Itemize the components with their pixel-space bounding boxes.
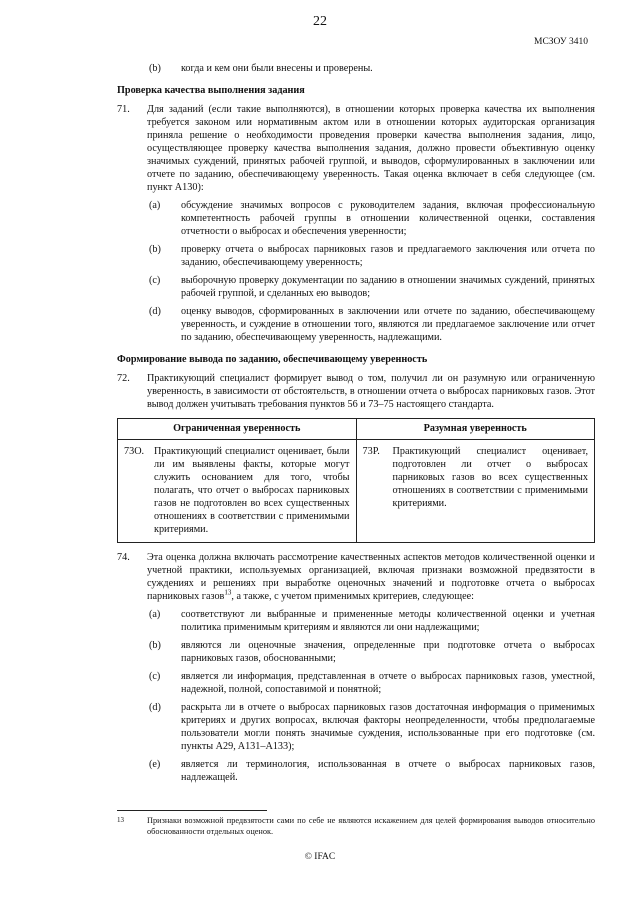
table-cell-limited: [118, 440, 357, 543]
paragraph-text: Практикующий специалист формирует вывод о том, получил ли он разумную или ограниченную уверенность, в зависимости от обстоятельств, в отношении отчета о выбросах парниковых газов. Этот вывод должен учитывать требования пунктов 56 и 73–75 настоящего стандарта.: [147, 373, 595, 410]
paragraph-number: 73P.: [362, 446, 380, 457]
table-cell-reasonable: [356, 440, 595, 543]
item-label: (c): [149, 671, 161, 682]
paragraph-number: 71.: [117, 104, 130, 115]
item-label: (b): [149, 244, 161, 255]
footnote: [117, 815, 595, 837]
item-label: (b): [149, 63, 161, 74]
table-header-row: [118, 419, 595, 440]
paragraph-text: Эта оценка должна включать рассмотрение качественных аспектов методов количественной оценки и учетной практики, используемых организацией, включая признаки возможной предвзятости в суждениях и решениях при выработке оценочных значений и подготовке отчета о выбросах парниковых газов: [147, 552, 595, 602]
page-number: 22: [313, 14, 327, 29]
list-item: [117, 62, 595, 75]
item-label: (c): [149, 275, 161, 286]
paragraph-text: Практикующий специалист оценивает, были ли им выявлены факты, которые могут служить основанием для того, чтобы полагать, что отчет о выбросах парниковых газов не подготовлен во всех существенных отношениях в соответствии с применимыми критериями.: [154, 446, 350, 535]
item-label: (a): [149, 200, 161, 211]
list-item: [117, 608, 595, 634]
item-text: выборочную проверку документации по заданию в отношении значимых суждений, принятых рабочей группой, и сделанных ею выводов;: [181, 275, 595, 299]
paragraph-number: 73O.: [124, 446, 145, 457]
item-text: когда и кем они были внесены и проверены.: [181, 63, 373, 74]
item-text: является ли информация, представленная в отчете о выбросах парниковых газов, уместной, надежной, полной, сопоставимой и понятной;: [181, 671, 595, 695]
paragraph-text: Для заданий (если такие выполняются), в отношении которых проверка качества их выполнения требуется законом или нормативным актом или в отношении которых аудиторская организация приняла решение о необходимости проведения проверки качества выполнения задания, лицо, осуществляющее проверку качества выполнения задания, должно провести объективную оценку значимых суждений, принятых рабочей группой, и выводов, сформулированных в заключении или отчете по заданию, обеспечивающему уверенность. Такая оценка включает в себя следующее (см. пункт A130):: [147, 104, 595, 193]
paragraph-number: 74.: [117, 552, 130, 563]
item-text: оценку выводов, сформированных в заключении или отчете по заданию, обеспечивающему уверенность, и суждение в отношении того, являются ли предлагаемое заключение или отчет по заданию, обеспечивающему уверенность, надлежащими.: [181, 306, 595, 343]
item-text: соответствуют ли выбранные и примененные методы количественной оценки и учетная политика применимым критериям и являются ли они надлежащими;: [181, 609, 595, 633]
list-item: [117, 639, 595, 665]
document-code: МСЗОУ 3410: [534, 37, 588, 47]
list-item: [117, 758, 595, 784]
table-row: [118, 440, 595, 543]
list-item: [117, 701, 595, 753]
list-item: [117, 199, 595, 238]
item-text: раскрыта ли в отчете о выбросах парниковых газов достаточная информация о применимых критериях и других вопросах, включая факторы неопределенности, чтобы предполагаемые пользователи могли понять значимые суждения, использованные при его подготовке (см. пункты A29, A131–A133);: [181, 702, 595, 752]
item-label: (a): [149, 609, 161, 620]
page-content: [117, 62, 595, 789]
list-item: [117, 274, 595, 300]
paragraph-71: [117, 103, 595, 194]
copyright-footer: © IFAC: [304, 852, 336, 862]
paragraph-72: [117, 372, 595, 411]
section-heading-quality-review: Проверка качества выполнения задания: [117, 85, 305, 96]
item-label: (d): [149, 306, 161, 317]
footnote-number: 13: [117, 816, 124, 824]
paragraph-74: [117, 551, 595, 603]
item-label: (e): [149, 759, 161, 770]
paragraph-text: Практикующий специалист оценивает, подготовлен ли отчет о выбросах парниковых газов во всех существенных отношениях в соответствии с применимыми критериями.: [392, 446, 588, 509]
item-text: являются ли оценочные значения, определенные при подготовке отчета о выбросах парниковых газов, обоснованными;: [181, 640, 595, 664]
table-header-limited: Ограниченная уверенность: [118, 419, 357, 440]
list-item: [117, 670, 595, 696]
section-heading-forming-conclusion: Формирование вывода по заданию, обеспечивающему уверенность: [117, 354, 428, 365]
list-item: [117, 243, 595, 269]
footnote-text: Признаки возможной предвзятости сами по себе не являются искажением для целей формирования выводов относительно обоснованности отдельных оценок.: [147, 816, 595, 836]
item-text: проверку отчета о выбросах парниковых газов и предлагаемого заключения или отчета по заданию, обеспечивающему уверенность;: [181, 244, 595, 268]
list-item: [117, 305, 595, 344]
item-label: (b): [149, 640, 161, 651]
paragraph-text-continued: , а также, с учетом применимых критериев, следующее:: [231, 591, 474, 602]
item-label: (d): [149, 702, 161, 713]
footnote-reference[interactable]: 13: [224, 588, 232, 597]
item-text: обсуждение значимых вопросов с руководителем задания, включая профессиональную компетентность рабочей группы в отношении количественной оценки, составления отчетности о выбросах и обеспечения уверенности;: [181, 200, 595, 237]
item-text: является ли терминология, использованная в отчете о выбросах парниковых газов, надлежащей.: [181, 759, 595, 783]
footnote-divider: [117, 810, 267, 811]
paragraph-number: 72.: [117, 373, 130, 384]
table-header-reasonable: Разумная уверенность: [356, 419, 595, 440]
assurance-comparison-table: [117, 418, 595, 543]
